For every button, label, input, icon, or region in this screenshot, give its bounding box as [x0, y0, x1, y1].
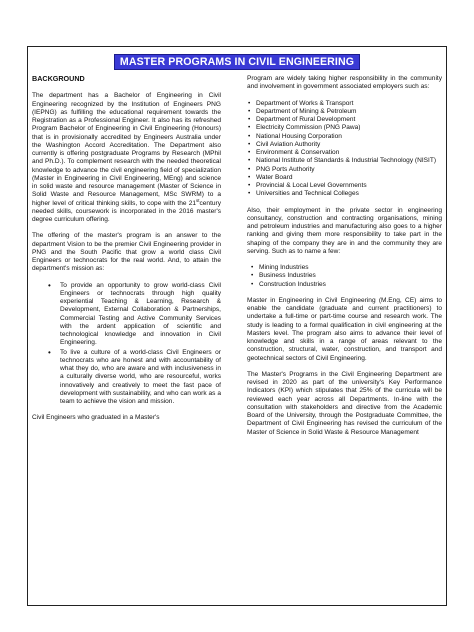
mission-list [32, 282, 221, 407]
mission-item: • To provide an opportunity to grow world-class Civil Engineers or technocrats through high quality experiential Teaching & Learning, Research & Development, External Collaboration & Partnerships, Commercial Testing and Active Community Services with the ardent application of scientific and technological knowledge and innovation in Civil Engineering. [32, 282, 221, 348]
employers-list [247, 100, 442, 199]
private-sector-paragraph: Also, their employment in the private sector in engineering consultancy, construction and contracting organisations, mining and petroleum industries and manufacturing also goes to a higher ranking and giving them more responsibility to take part in the shaping of the company they are in and the community they are serving. Such as to name a few: [247, 206, 442, 255]
list-item: • National Institute of Standards & Industrial Technology (NISIT) [247, 157, 442, 165]
responsibility-paragraph: Program are widely taking higher responsibility in the community and involvement in government associated employers such as: [247, 75, 442, 91]
list-item: • Mining Industries [247, 264, 442, 272]
list-item: • National Housing Corporation [247, 133, 442, 141]
mission-item: • To live a culture of a world-class Civil Engineers or technocrats who are honest and with accountability of what they do, who are aware and with inclusiveness in a culturally diverse world, who are resourceful, works innovatively and creatively to meet the fast pace of development with sustainability, and who can work as a team to achieve the vision and mission. [32, 349, 221, 407]
background-paragraph: The department has a Bachelor of Engineering in Civil Engineering recognized by the Institution of Engineers PNG (IEPNG) as fulfilling the educational requirement towards the Registration as a Professional Engineer. It also has its refreshed Program Bachelor of Engineering in Civil Engineering (Honours) that is in provisionally accredited by Engineers Australia under the Washington Accord Accreditation. The Department also currently is offering postgraduate Programs by Research (MPhil and Ph.D.). To complement research with the needed theoretical knowledge to advance the civil engineering field of specialization (Master in Engineering in Civil Engineering, MEng) and science in solid waste and resource management (Master of Science in Solid Waste and Resource Management, MSc SWRM) to a higher level of critical thinking skills, to cope with the 21stcentury needed skills, coursework is incorporated in the 2016 master's degree curriculum offering. [32, 92, 221, 223]
list-item: • Department of Rural Development [247, 116, 442, 124]
vision-paragraph: The offering of the master's program is an answer to the department Vision to be the premier Civil Engineering provider in PNG and the South Pacific that grow a world class Civil Engineers or technocrats for the real world. And, to attain the department's mission as: [32, 232, 221, 273]
list-item: • Construction Industries [247, 281, 442, 289]
list-item: • Environment & Conservation [247, 149, 442, 157]
list-item: • Department of Works & Transport [247, 100, 442, 108]
left-column [32, 75, 221, 431]
meng-paragraph: Master in Engineering in Civil Engineering (M.Eng, CE) aims to enable the candidate (graduate and current practitioners) to undertake a full-time or part-time course and research work. The study is leading to a formal qualification in civil engineering at the Masters level. The program also aims to advance their level of knowledge and skills in a range of areas relevant to the construction, structural, water, construction, and transport and geotechnical sectors of Civil Engineering. [247, 296, 442, 362]
list-item: • Water Board [247, 174, 442, 182]
right-column [247, 75, 442, 445]
title-banner [0, 52, 474, 70]
list-item: • Business Industries [247, 272, 442, 280]
background-heading: BACKGROUND [32, 74, 85, 83]
list-item: • Provincial & Local Level Governments [247, 182, 442, 190]
list-item: • Electricity Commission (PNG Pawa) [247, 124, 442, 132]
list-item: • PNG Ports Authority [247, 166, 442, 174]
list-item: • Civil Aviation Authority [247, 141, 442, 149]
page-title: MASTER PROGRAMS IN CIVIL ENGINEERING [114, 54, 360, 70]
list-item: • Department of Mining & Petroleum [247, 108, 442, 116]
list-item: • Universities and Technical Colleges [247, 190, 442, 198]
revision-paragraph: The Master's Programs in the Civil Engineering Department are revised in 2020 as part of the university's Key Performance Indicators (KPI) which stipulates that 25% of the curricula will be reviewed each year across all Departments. In-line with the consultation with stakeholders and directive from the Academic Board of the University, through the Postgraduate Committee, the Department of Civil Engineering has revised the curriculum of the Master of Science in Solid Waste & Resource Management [247, 370, 442, 436]
industries-list [247, 264, 442, 289]
graduates-paragraph: Civil Engineers who graduated in a Master's [32, 414, 160, 422]
